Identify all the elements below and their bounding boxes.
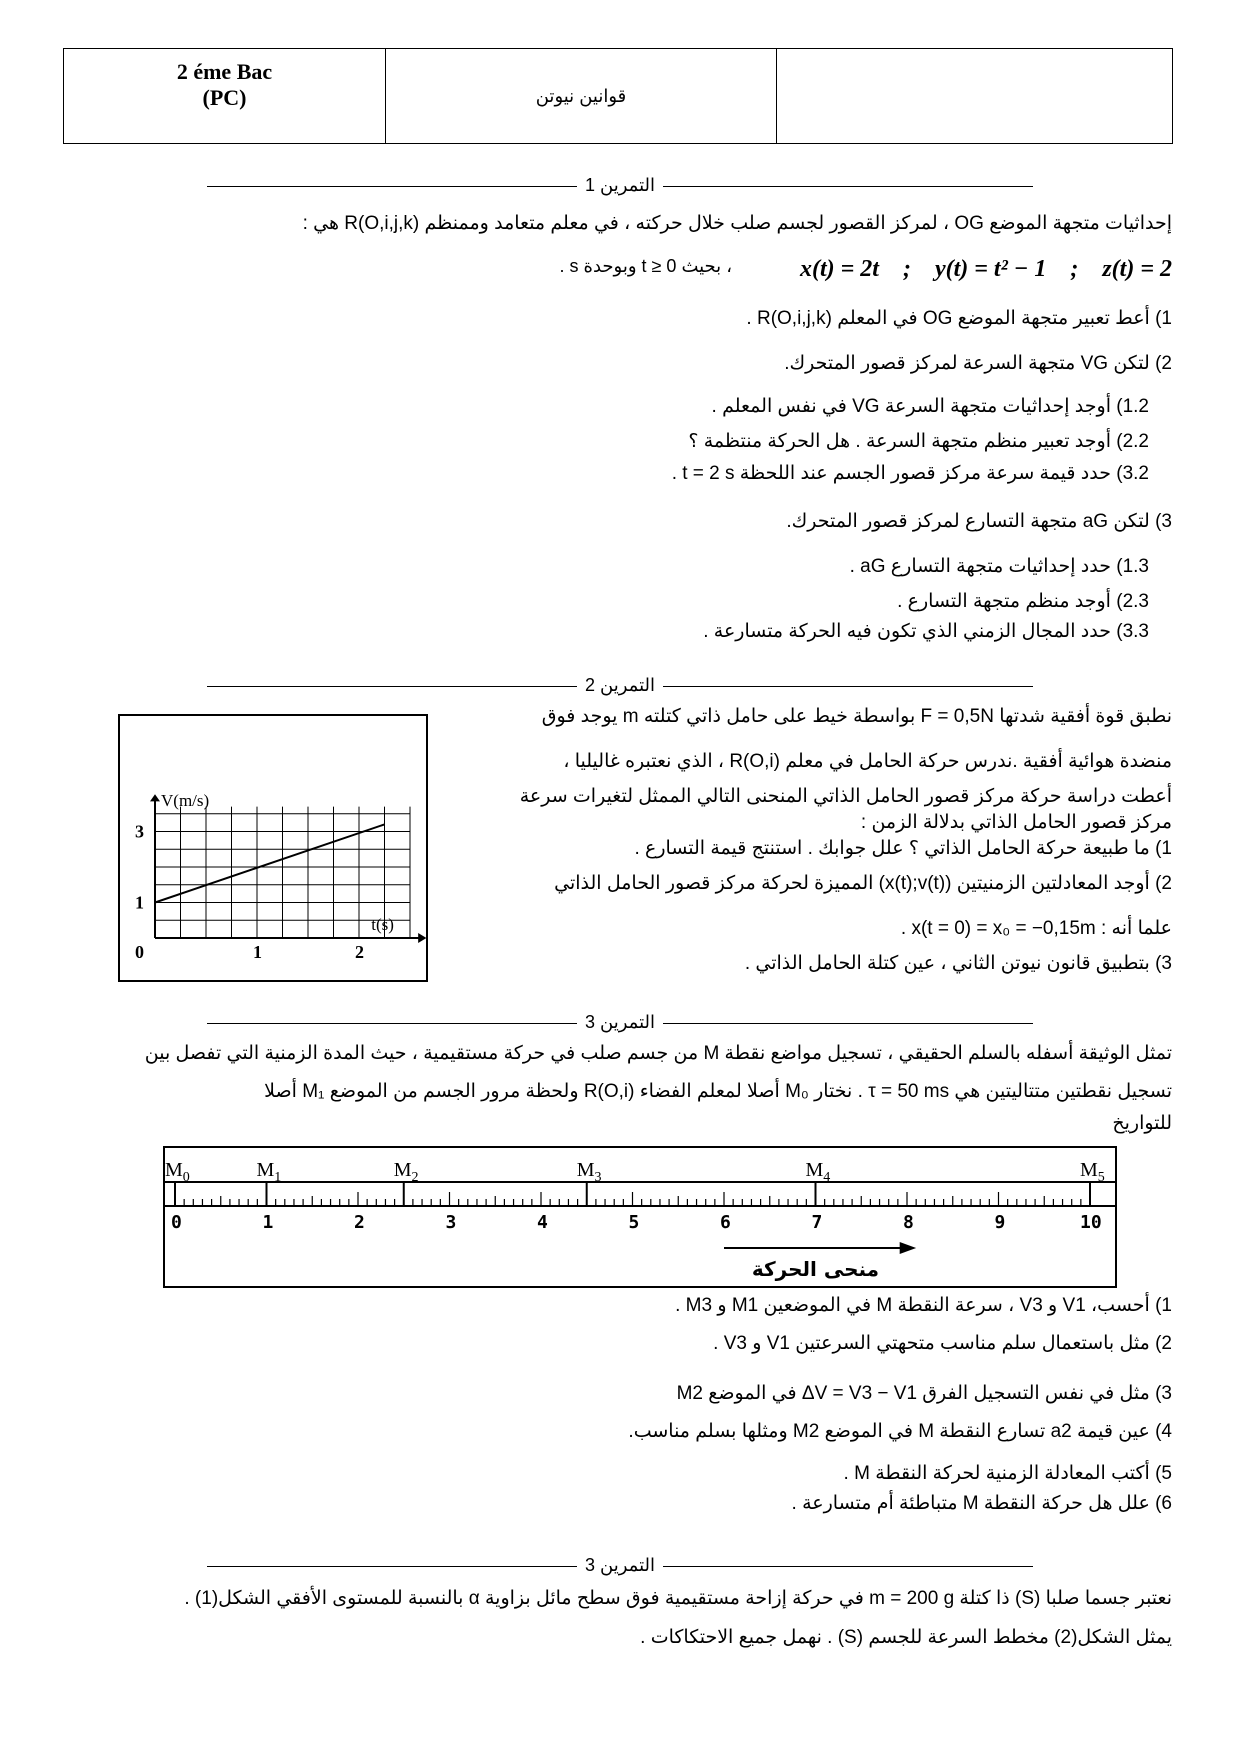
ruler-number: 1 (262, 1212, 274, 1233)
ex1-equations: x(t) = 2t ; y(t) = t² − 1 ; z(t) = 2 (799, 256, 1172, 282)
ex4-p2: يمثل الشكل(2) مخطط السرعة للجسم (S) . نهمل جميع الاحتكاكات . (640, 1627, 1172, 1648)
level-label: 2 éme Bac (176, 59, 273, 84)
ex2-p4: مركز قصور الحامل الذاتي بدلالة الزمن : (860, 812, 1172, 833)
point-label-m3: $M_3$ (576, 1159, 602, 1185)
exercise-4-title: التمرين 3 (180, 1555, 1060, 1576)
ex2-q2b: علما أنه : x(t = 0) = x₀ = −0,15m . (900, 918, 1172, 939)
point-label-m4: $M_4$ (805, 1159, 831, 1185)
ruler-number: 0 (171, 1212, 182, 1233)
y-axis-label: V(m/s) (161, 790, 210, 810)
ex1-q2: 2) لتكن VG متجهة السرعة لمركز قصور المتحرك. (784, 353, 1172, 374)
ex1-q3: 3) لتكن aG متجهة التسارع لمركز قصور المتحرك. (786, 511, 1172, 532)
direction-arrow-head (900, 1242, 916, 1254)
direction-label: منحى الحركة (751, 1257, 880, 1281)
ex3-q4: 4) عين قيمة a2 تسارع النقطة M في الموضع M2 ومثلها بسلم مناسب. (628, 1421, 1172, 1442)
y-tick-label: 3 (135, 821, 144, 842)
y-tick-label: 1 (135, 892, 144, 913)
ex2-q3: 3) بتطبيق قانون نيوتن الثاني ، عين كتلة الحامل الذاتي . (744, 953, 1172, 974)
ex1-q3-1: 1.3) حدد إحداثيات متجهة التسارع aG . (849, 556, 1149, 577)
x-axis-arrow (418, 933, 426, 943)
y-axis-arrow (150, 794, 160, 801)
ex1-intro: إحداثيات متجهة الموضع OG ، لمركز القصور لجسم صلب خلال حركته ، في معلم متعامد وممنظم R(O,i,j,k) هي : (302, 213, 1172, 234)
blank-cell (777, 49, 1172, 143)
x-tick-label: 1 (253, 942, 262, 962)
track-label: (PC) (202, 85, 247, 110)
ex3-q1: 1) أحسب، V1 و V3 ، سرعة النقطة M في الموضعين M1 و M3 . (675, 1295, 1172, 1316)
header-table (63, 48, 1173, 144)
ex4-p1: نعتبر جسما صلبا (S) ذا كتلة m = 200 g في حركة إزاحة مستقيمية فوق سطح مائل بزاوية α بالنسبة للمستوى الأفقي الشكل(1) . (184, 1588, 1172, 1609)
ex2-p2: منضدة هوائية أفقية .ندرس حركة الحامل في معلم R(O,i) ، الذي نعتبره غاليليا ، (563, 751, 1172, 772)
x-axis-label: t(s) (371, 915, 394, 934)
ex1-q1: 1) أعط تعبير متجهة الموضع OG في المعلم R(O,i,j,k) . (746, 308, 1172, 329)
point-label-m0: $M_0$ (165, 1159, 190, 1185)
ruler-number: 2 (354, 1212, 365, 1233)
ex1-q3-2: 2.3) أوجد منظم متجهة التسارع . (897, 591, 1149, 612)
ruler-number: 10 (1080, 1212, 1102, 1233)
ex1-q2-2: 2.2) أوجد تعبير منظم متجهة السرعة . هل الحركة منتظمة ؟ (688, 431, 1149, 452)
ex1-q2-1: 1.2) أوجد إحداثيات متجهة السرعة VG في نفس المعلم . (711, 396, 1149, 417)
point-label-m5: $M_5$ (1080, 1159, 1105, 1185)
level-cell (64, 49, 385, 153)
ex1-condition: ، بحيث t ≥ 0 وبوحدة s . (559, 256, 732, 276)
ex3-q6: 6) علل هل حركة النقطة M متباطئة أم متسارعة . (791, 1493, 1172, 1514)
ex3-p1: تمثل الوثيقة أسفله بالسلم الحقيقي ، تسجيل مواضع نقطة M من جسم صلب في حركة مستقيمية ، حيث المدة الزمنية التي تفصل بين (144, 1043, 1172, 1064)
point-label-m1: $M_1$ (256, 1159, 282, 1185)
ex2-p3: أعطت دراسة حركة مركز قصور الحامل الذاتي المنحنى التالي الممثل لتغيرات سرعة (519, 786, 1172, 807)
ruler-number: 7 (811, 1212, 823, 1233)
ruler-frame (163, 1146, 1117, 1288)
point-label-m2: $M_2$ (393, 1159, 419, 1185)
ex3-q5: 5) أكتب المعادلة الزمنية لحركة النقطة M . (843, 1463, 1172, 1484)
ex3-q2: 2) مثل باستعمال سلم مناسب متحهتي السرعتين V1 و V3 . (713, 1333, 1172, 1354)
exercise-3-title: التمرين 3 (180, 1012, 1060, 1033)
velocity-chart (120, 716, 426, 980)
ex2-q2: 2) أوجد المعادلتين الزمنيتين (x(t);v(t)) المميزة لحركة مركز قصور الحامل الذاتي (554, 873, 1172, 894)
subject-cell: قوانين نيوتن (535, 86, 627, 106)
ruler-number: 8 (903, 1212, 914, 1233)
ruler-recording (165, 1148, 1115, 1286)
x-tick-label: 0 (135, 942, 144, 962)
ruler-number: 6 (720, 1212, 731, 1233)
ruler-number: 9 (994, 1212, 1006, 1233)
ruler-number: 5 (628, 1212, 640, 1233)
velocity-chart-frame (118, 714, 428, 982)
velocity-line (155, 824, 385, 902)
ex3-q3: 3) مثل في نفس التسجيل الفرق ΔV = V3 − V1 في الموضع M2 (676, 1383, 1172, 1404)
ex1-q3-3: 3.3) حدد المجال الزمني الذي تكون فيه الحركة متسارعة . (703, 621, 1149, 642)
exercise-1-title: التمرين 1 (180, 175, 1060, 196)
ex2-p1: نطبق قوة أفقية شدتها F = 0,5N بواسطة خيط على حامل ذاتي كتلته m يوجد فوق (541, 706, 1172, 727)
ruler-number: 3 (445, 1212, 457, 1233)
ex3-p2: تسجيل نقطتين متتاليتين هي τ = 50 ms . نختار M₀ أصلا لمعلم الفضاء R(O,i) ولحظة مرور الجسم من الموضع M₁ أصلا (264, 1081, 1172, 1102)
ruler-number: 4 (537, 1212, 548, 1233)
ex1-q2-3: 3.2) حدد قيمة سرعة مركز قصور الجسم عند اللحظة t = 2 s . (671, 463, 1149, 484)
x-tick-label: 2 (355, 942, 364, 962)
ex3-p3: للتواريخ (1112, 1113, 1172, 1134)
ex2-q1: 1) ما طبيعة حركة الحامل الذاتي ؟ علل جوابك . استنتج قيمة التسارع . (634, 838, 1172, 859)
exercise-2-title: التمرين 2 (180, 675, 1060, 696)
